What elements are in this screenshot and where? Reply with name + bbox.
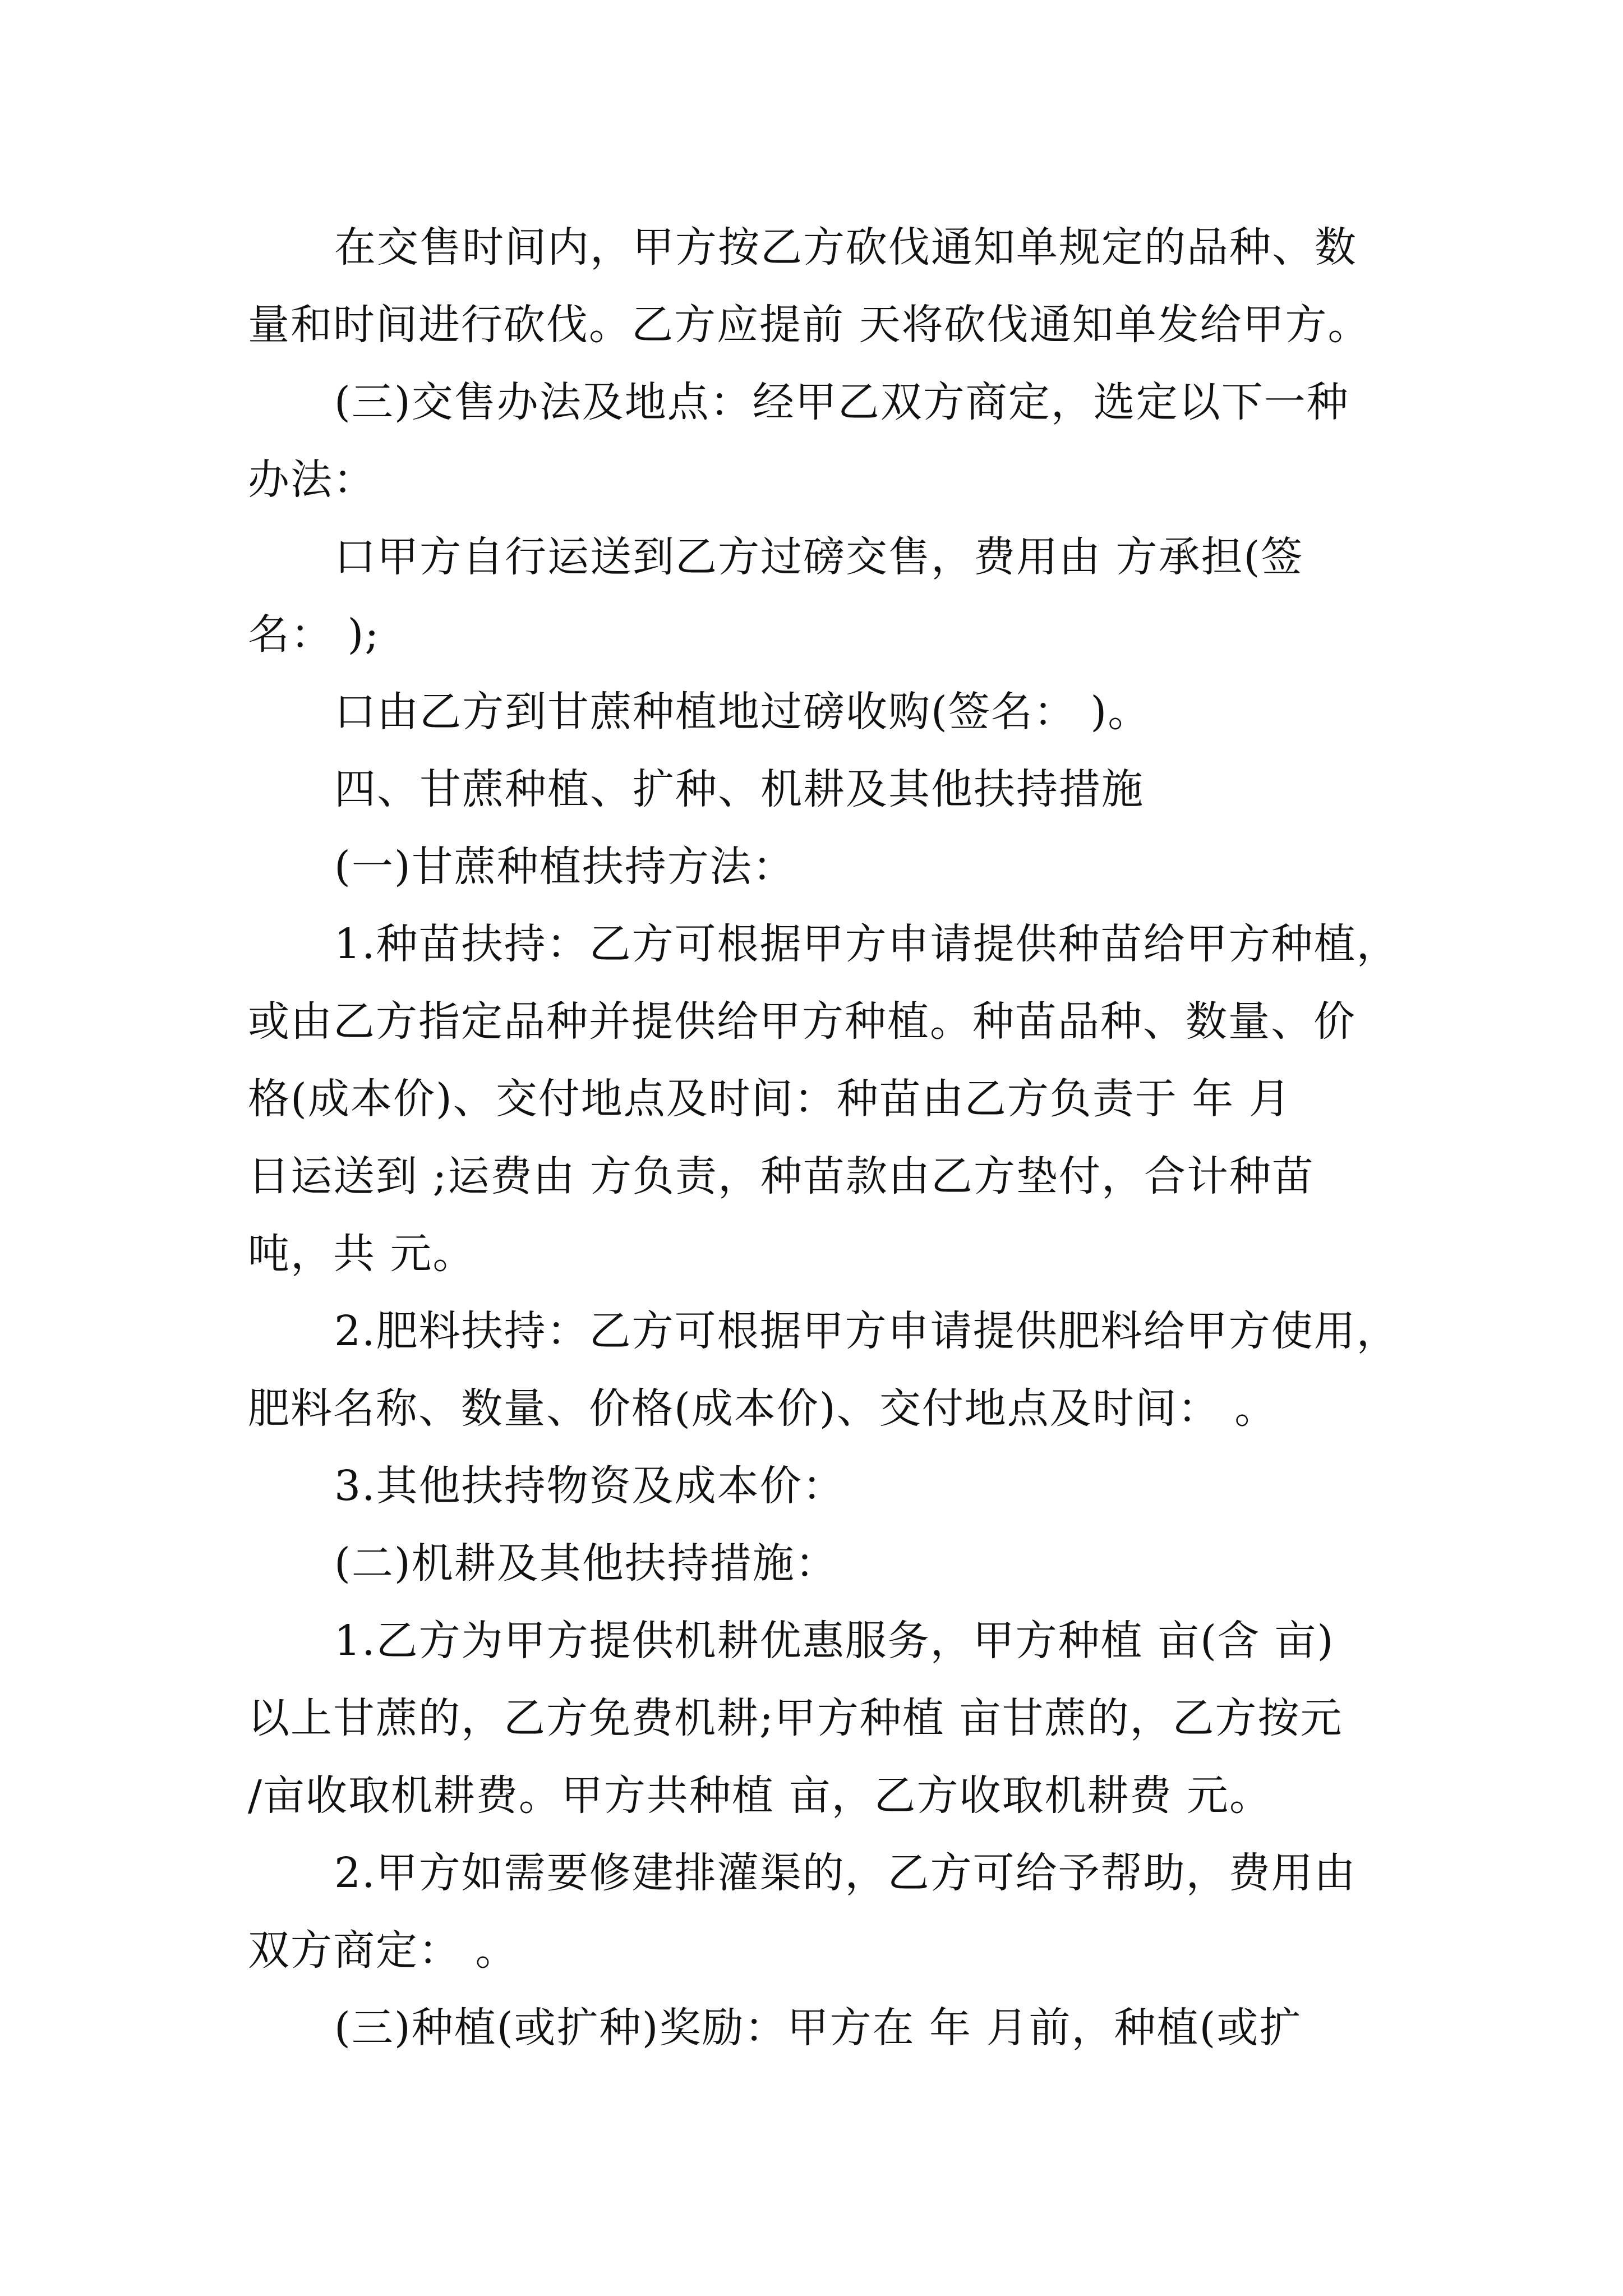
text-line: 办法：: [248, 455, 376, 504]
section-heading: 四、甘蔗种植、扩种、机耕及其他扶持措施: [334, 765, 1144, 813]
text-line: 肥料名称、数量、价格(成本价)、交付地点及时间： 。: [248, 1384, 1278, 1433]
text-line: 量和时间进行砍伐。乙方应提前 天将砍伐通知单发给甲方。: [248, 301, 1371, 349]
text-line: (三)交售办法及地点：经甲乙双方商定，选定以下一种: [334, 378, 1349, 426]
text-line: 或由乙方指定品种并提供给甲方种植。种苗品种、数量、价: [248, 997, 1356, 1046]
contract-text: [248, 209, 1399, 2067]
text-line: 口甲方自行运送到乙方过磅交售，费用由 方承担(签: [334, 533, 1304, 581]
text-line: 口由乙方到甘蔗种植地过磅收购(签名： )。: [334, 688, 1151, 736]
text-line: 1.乙方为甲方提供机耕优惠服务，甲方种植 亩(含 亩): [334, 1617, 1335, 1665]
text-line: 格(成本价)、交付地点及时间：种苗由乙方负责于 年 月: [248, 1075, 1292, 1123]
text-line: 1.种苗扶持：乙方可根据甲方申请提供种苗给甲方种植，: [334, 920, 1399, 968]
text-line: 双方商定： 。: [248, 1926, 518, 1975]
text-line: 在交售时间内，甲方按乙方砍伐通知单规定的品种、数: [334, 223, 1357, 272]
text-line: 2.肥料扶持：乙方可根据甲方申请提供肥料给甲方使用，: [334, 1307, 1399, 1355]
text-line: 日运送到 ;运费由 方负责，种苗款由乙方垫付，合计种苗: [248, 1152, 1315, 1200]
subsection-heading: (一)甘蔗种植扶持方法：: [334, 843, 795, 891]
text-line: 吨，共 元。: [248, 1230, 476, 1278]
text-line: 3.其他扶持物资及成本价：: [334, 1462, 845, 1510]
text-line: 名： );: [248, 610, 380, 659]
text-line: (三)种植(或扩种)奖励：甲方在 年 月前，种植(或扩: [334, 2004, 1302, 2052]
text-line: /亩收取机耕费。甲方共种植 亩，乙方收取机耕费 元。: [248, 1772, 1272, 1820]
text-line: 2.甲方如需要修建排灌渠的，乙方可给予帮助，费用由: [334, 1849, 1357, 1897]
text-line: 以上甘蔗的，乙方免费机耕;甲方种植 亩甘蔗的，乙方按元: [248, 1694, 1343, 1742]
subsection-heading: (二)机耕及其他扶持措施：: [334, 1539, 838, 1588]
